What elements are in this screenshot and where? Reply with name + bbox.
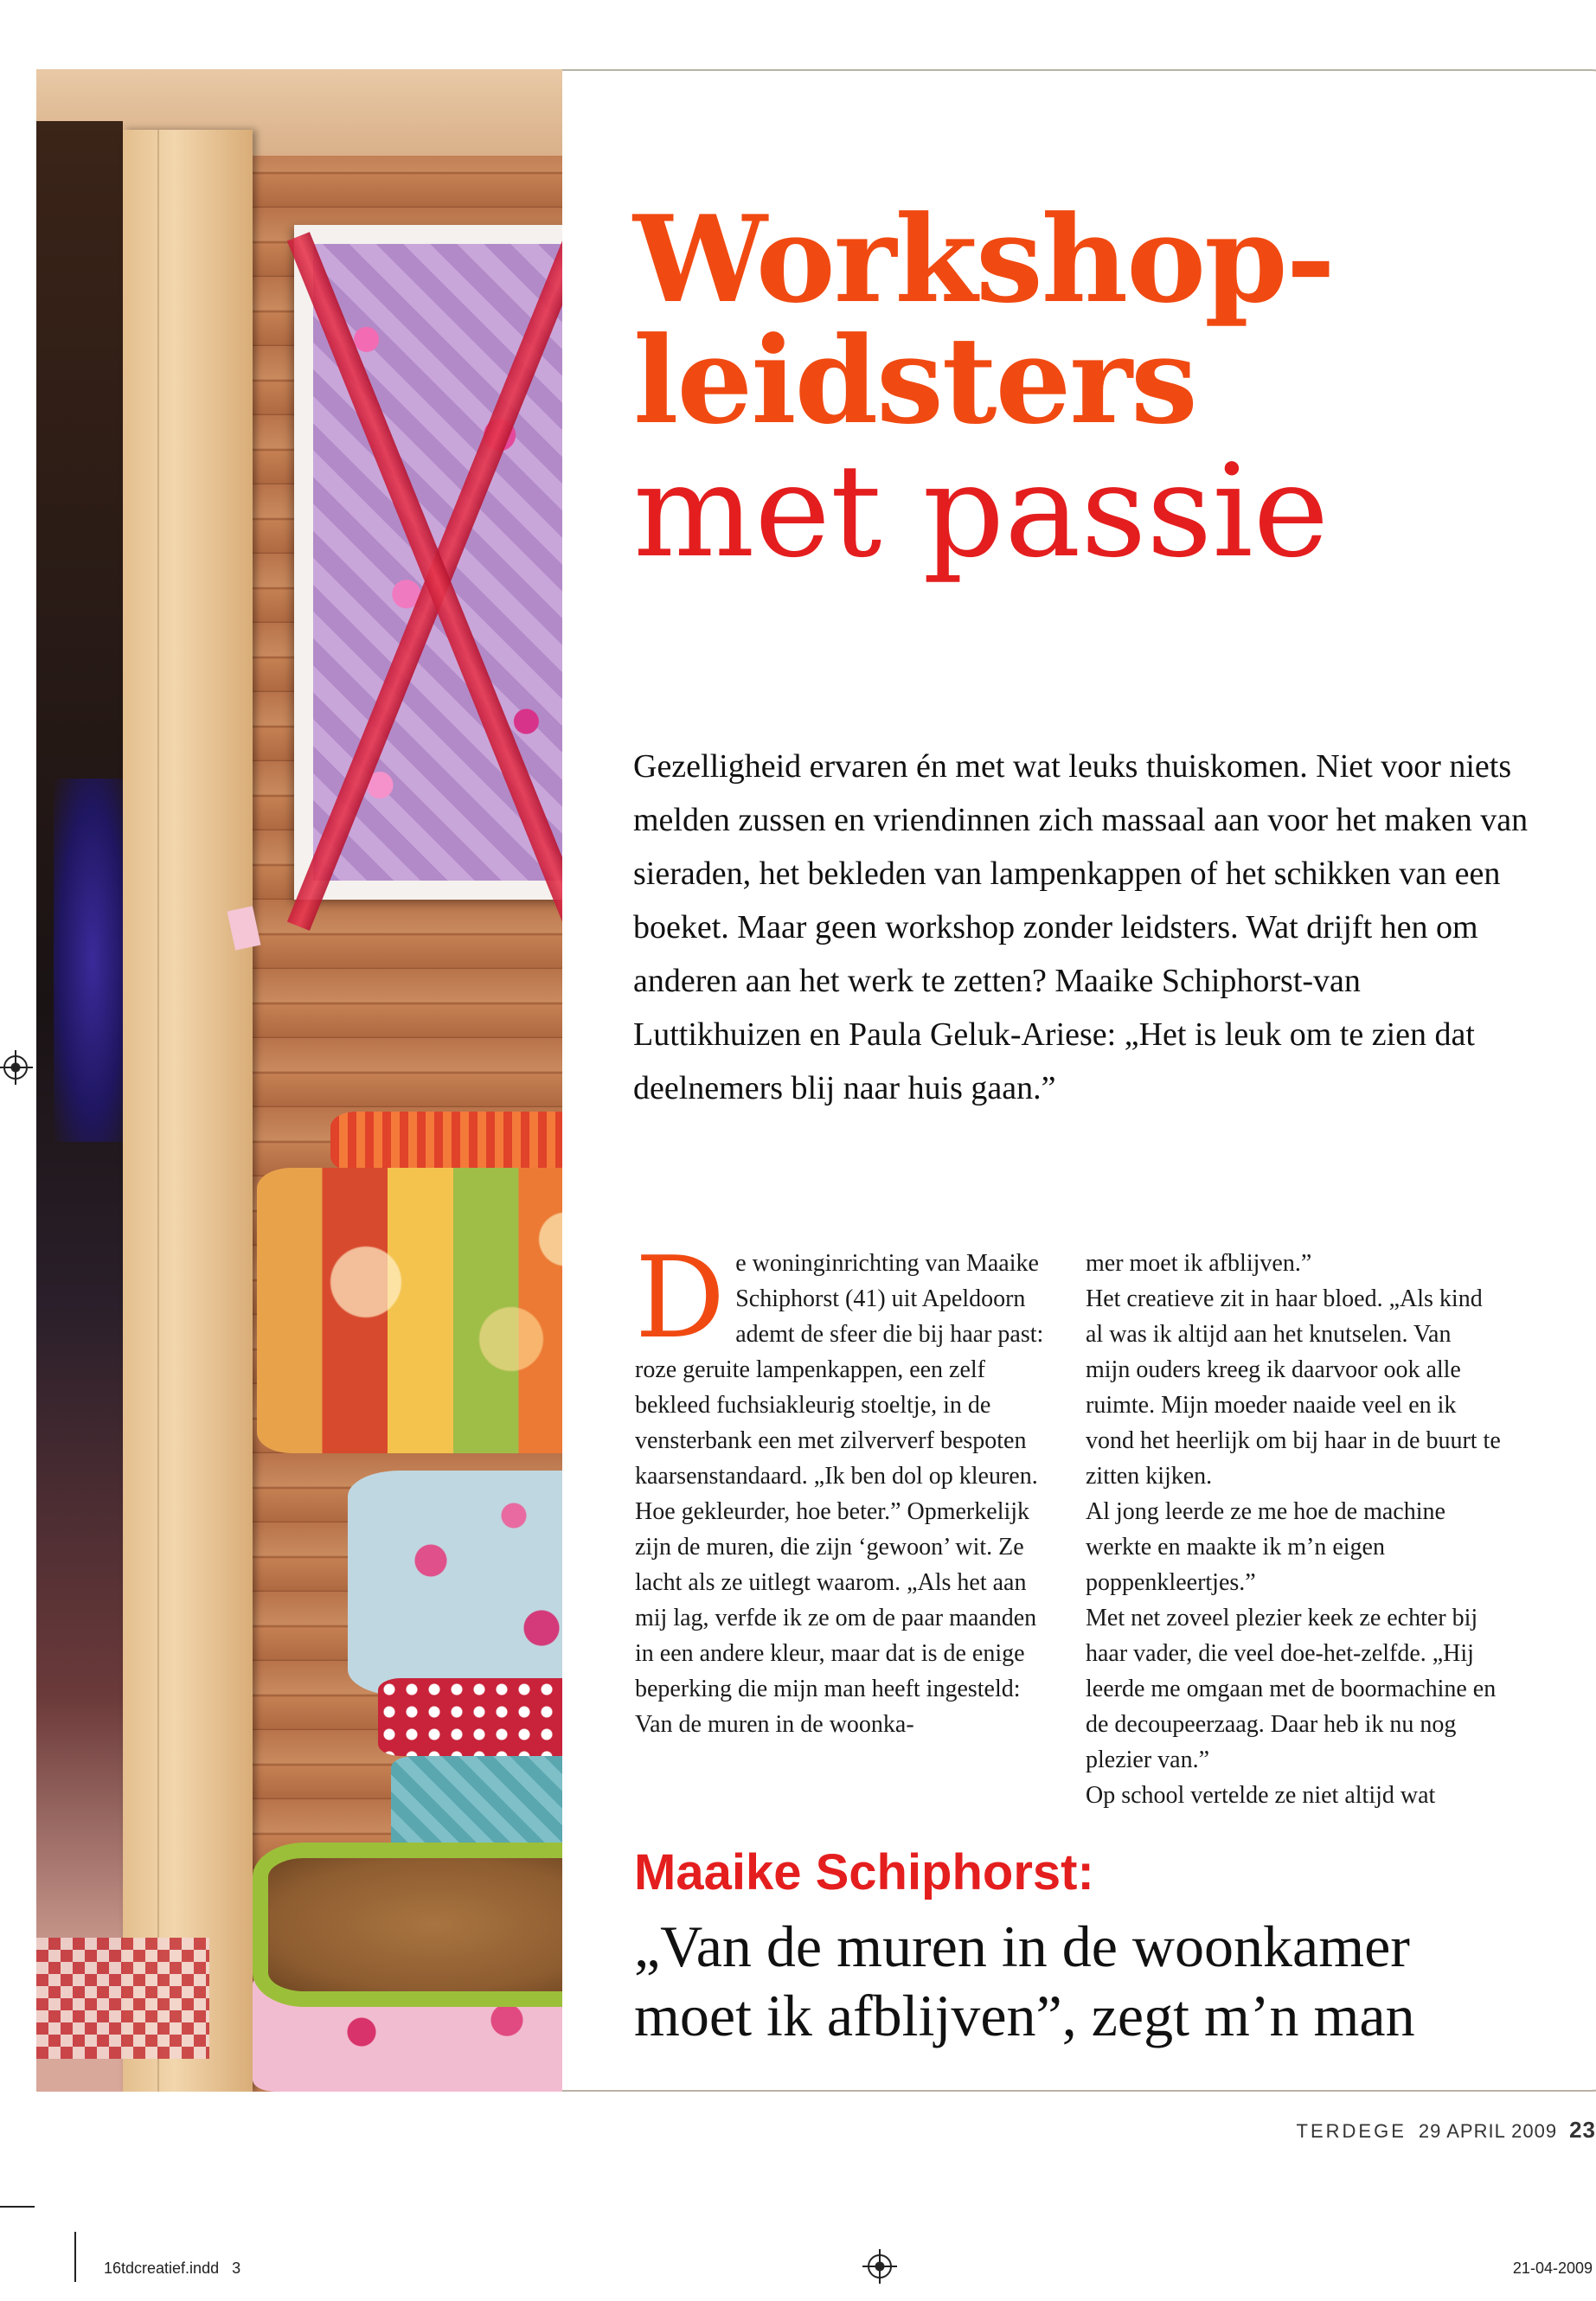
body-paragraph: Het creatieve zit in haar bloed. „Als kind al was ik altijd aan het knutselen. Van mijn ouders kreeg ik daarvoor ook alle ruimte. Mijn moeder naaide veel en ik vond het heerlijk om bij haar in de buurt te zitten kijken. bbox=[1086, 1285, 1501, 1490]
magazine-name: TERDEGE bbox=[1296, 2120, 1407, 2142]
body-column-2 bbox=[1086, 1246, 1501, 1813]
photo-workshop-room bbox=[36, 69, 562, 2092]
page-number: 23 bbox=[1569, 2117, 1596, 2143]
photo-hatbox-cork bbox=[253, 1843, 562, 2007]
pullquote-text bbox=[634, 1912, 1586, 2050]
issue-date: 29 APRIL 2009 bbox=[1418, 2120, 1558, 2142]
pullquote-line: „Van de muren in de woonkamer bbox=[634, 1913, 1410, 1979]
photo-purple-object bbox=[54, 779, 131, 1142]
headline-line-2: leidsters bbox=[633, 310, 1196, 451]
photo-hatbox-floral bbox=[348, 1471, 562, 1695]
photo-box-lid bbox=[330, 1112, 562, 1172]
slug-filename: 16tdcreatief.indd 3 bbox=[104, 2259, 241, 2277]
body-column-1 bbox=[635, 1232, 1050, 1742]
photo-hatbox-dots bbox=[378, 1678, 562, 1756]
photo-hatbox-patchwork bbox=[257, 1168, 562, 1453]
registration-mark-icon bbox=[3, 1055, 28, 1080]
drop-cap: D bbox=[635, 1232, 726, 1363]
headline bbox=[633, 189, 1585, 586]
crop-mark bbox=[74, 2232, 76, 2282]
photo-wooden-post bbox=[123, 130, 253, 2092]
headline-line-3: met passie bbox=[633, 437, 1330, 586]
body-paragraph: Al jong leerde ze me hoe de machine werkte en maakte ik m’n eigen poppenkleertjes.” bbox=[1086, 1498, 1445, 1596]
photo-memo-board bbox=[294, 225, 562, 900]
pullquote-name: Maaike Schiphorst: bbox=[634, 1844, 1094, 1900]
registration-mark-icon bbox=[868, 2254, 892, 2279]
body-paragraph: Op school vertelde ze niet altijd wat bbox=[1086, 1782, 1436, 1809]
photo-checkered-cloth bbox=[36, 1938, 209, 2059]
body-text: e woninginrichting van Maaike Schiphorst (41) uit Apeldoorn ademt de sfeer die bij haar past: roze geruite lampenkappen, een zelf bekleed fuchsiakleurig stoeltje, in de vensterbank een met zilververf bespoten kaarsenstandaard. „Ik ben dol op kleuren. Hoe gekleurder, hoe beter.” Opmerkelijk zijn de muren, die zijn ‘gewoon’ wit. Ze lacht als ze uitlegt waarom. „Als het aan mij lag, verfde ik ze om de paar maanden in een andere kleur, maar dat is de enige beperking die mijn man heeft ingesteld: Van de muren in de woonka- bbox=[635, 1250, 1044, 1738]
slug-date: 21-04-2009 bbox=[1512, 2259, 1593, 2277]
crop-mark bbox=[0, 2206, 35, 2208]
page-footer bbox=[1297, 2117, 1596, 2144]
body-paragraph: Met net zoveel plezier keek ze echter bij haar vader, die veel doe-het-zelfde. „Hij leerde me omgaan met de boormachine en de decoupeerzaag. Daar heb ik nu nog plezier van.” bbox=[1086, 1605, 1497, 1773]
pullquote-line: moet ik afblijven”, zegt m’n man bbox=[634, 1983, 1415, 2048]
photo-floral-fabric bbox=[313, 244, 562, 881]
headline-line-1: Workshop- bbox=[633, 189, 1334, 330]
intro-paragraph: Gezelligheid ervaren én met wat leuks thuiskomen. Niet voor niets melden zussen en vriendinnen zich massaal aan voor het maken van sieraden, het bekleden van lampenkappen of het schikken van een boeket. Maar geen workshop zonder leidsters. Wat drijft hen om anderen aan het werk te zetten? Maaike Schiphorst-van Luttikhuizen en Paula Geluk-Ariese: „Het is leuk om te zien dat deelnemers blij naar huis gaan.” bbox=[633, 748, 1529, 1106]
body-paragraph: mer moet ik afblijven.” bbox=[1086, 1250, 1312, 1277]
